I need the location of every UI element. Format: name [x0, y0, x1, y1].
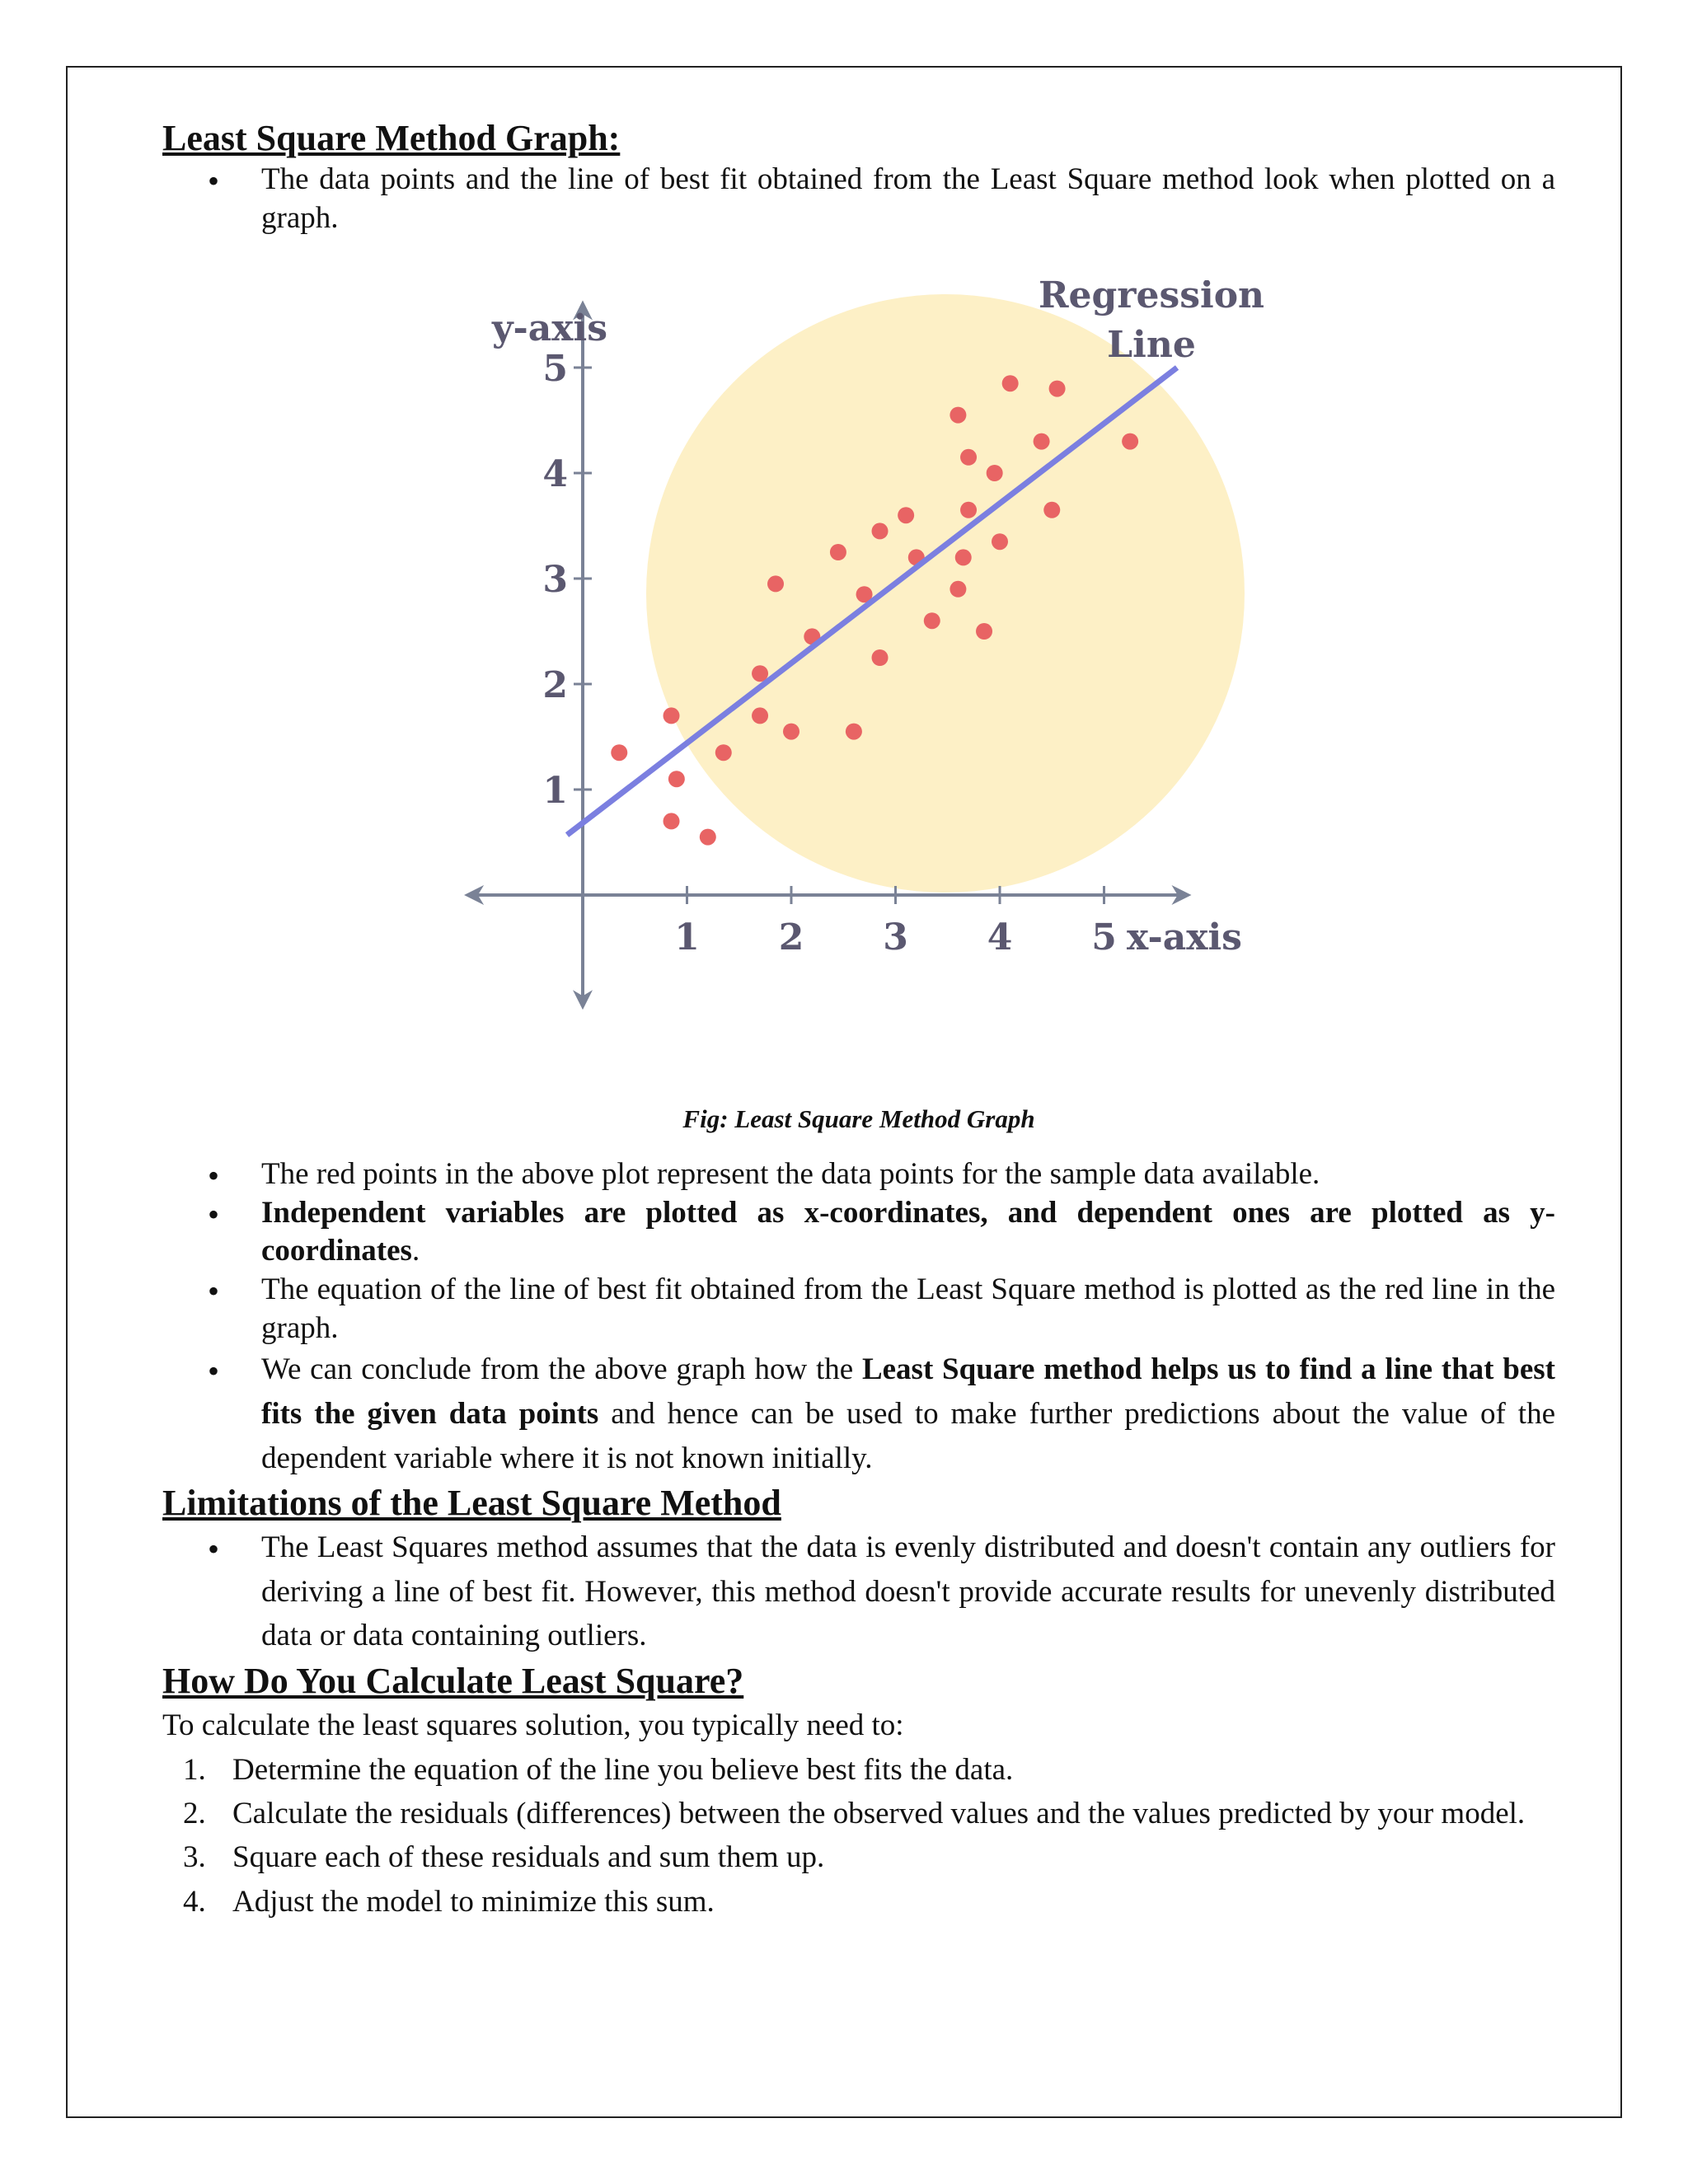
data-point [1034, 434, 1050, 450]
calculate-lead: To calculate the least squares solution, you typically need to: [162, 1708, 904, 1743]
intro-list [162, 161, 1555, 237]
x-tick-label: 2 [778, 916, 804, 959]
bullet-variables-bold: Independent variables are plotted as x-coordinates, and dependent ones are plotted as y-coordinates [261, 1195, 1555, 1268]
y-tick-label: 2 [542, 664, 568, 707]
data-point [1049, 381, 1066, 397]
steps-list [162, 1748, 1555, 1924]
bullet-conclusion-start: We can conclude from the above graph how the [261, 1352, 862, 1387]
data-point [898, 507, 914, 523]
regression-label-line1: Regression [1038, 280, 1265, 317]
x-tick-label: 3 [883, 916, 908, 959]
step-item [162, 1880, 1555, 1924]
y-tick-label: 5 [542, 348, 568, 391]
section-heading-limitations: Limitations of the Least Square Method [162, 1483, 781, 1524]
data-point [1043, 502, 1060, 518]
data-point [955, 550, 972, 566]
data-point [872, 523, 889, 540]
bullet-red-points: • The red points in the above plot represent the data points for the sample data available. [162, 1155, 1555, 1194]
limitations-bullet: • The Least Squares method assumes that the data is evenly distributed and doesn't contain any outliers for deriving a line of best fit. However, this method doesn't provide accurate results for unevenly distributed data or data containing outliers. [162, 1526, 1555, 1658]
data-point [783, 724, 799, 740]
chart-svg [162, 280, 1555, 1104]
step-text: Determine the equation of the line you believe best fits the data. [232, 1752, 1014, 1787]
data-point [950, 581, 966, 598]
data-point [663, 708, 680, 724]
figure-caption: Fig: Least Square Method Graph [682, 1104, 1035, 1134]
data-point [992, 533, 1008, 550]
bullet-variables-end: . [411, 1234, 420, 1268]
data-point [830, 544, 846, 560]
y-tick-label: 3 [542, 559, 568, 602]
bullet-conclusion-end: and hence can be used to make further predictions about the value of the dependent variable where it is not known initially. [261, 1396, 1555, 1475]
least-square-chart [162, 280, 1555, 1104]
x-axis-label: x-axis [1127, 916, 1242, 959]
step-text: Calculate the residuals (differences) between the observed values and the values predicted by your model. [232, 1797, 1526, 1831]
document-content [162, 115, 1555, 1924]
data-point [1122, 434, 1138, 450]
x-tick-label: 5 [1091, 916, 1117, 959]
data-point [872, 649, 889, 666]
data-point [960, 502, 977, 518]
y-axis-label: y-axis [491, 307, 608, 350]
data-point [1002, 375, 1019, 391]
step-item [162, 1792, 1555, 1835]
data-point [924, 612, 940, 629]
data-point [611, 744, 627, 761]
section-heading-graph: Least Square Method Graph: [162, 118, 621, 158]
data-point [668, 771, 685, 787]
data-point [987, 465, 1003, 481]
section-heading-calculate: How Do You Calculate Least Square? [162, 1661, 744, 1702]
step-number: 4. [183, 1884, 206, 1919]
bullet-conclusion [162, 1347, 1555, 1480]
data-point [950, 407, 966, 424]
data-point [767, 576, 784, 593]
y-tick-label: 4 [542, 453, 568, 496]
bullet-conclusion-bold: Least Square method helps us to find a line that best fits the given data points [261, 1352, 1555, 1431]
step-item [162, 1748, 1555, 1792]
data-point [700, 829, 716, 846]
data-point [663, 813, 680, 830]
data-point [846, 724, 862, 740]
regression-label-line2: Line [1107, 324, 1196, 367]
bullet-variables [162, 1194, 1555, 1271]
observations-list [162, 1155, 1555, 1480]
bullet-equation: • The equation of the line of best fit obtained from the Least Square method is plotted as the red line in the graph. [162, 1271, 1555, 1347]
data-point [752, 708, 768, 724]
x-tick-label: 1 [674, 916, 700, 959]
limitations-list [162, 1526, 1555, 1658]
step-text: Square each of these residuals and sum them up. [232, 1840, 825, 1875]
step-item [162, 1835, 1555, 1879]
data-point [960, 449, 977, 466]
step-number: 2. [183, 1797, 206, 1831]
y-tick-label: 1 [542, 770, 568, 813]
step-number: 3. [183, 1840, 206, 1875]
data-point [715, 744, 732, 761]
step-text: Adjust the model to minimize this sum. [232, 1884, 715, 1919]
step-number: 1. [183, 1752, 206, 1787]
x-tick-label: 4 [987, 916, 1013, 959]
intro-bullet: • The data points and the line of best fit obtained from the Least Square method look when plotted on a graph. [162, 161, 1555, 237]
data-point [976, 623, 992, 640]
